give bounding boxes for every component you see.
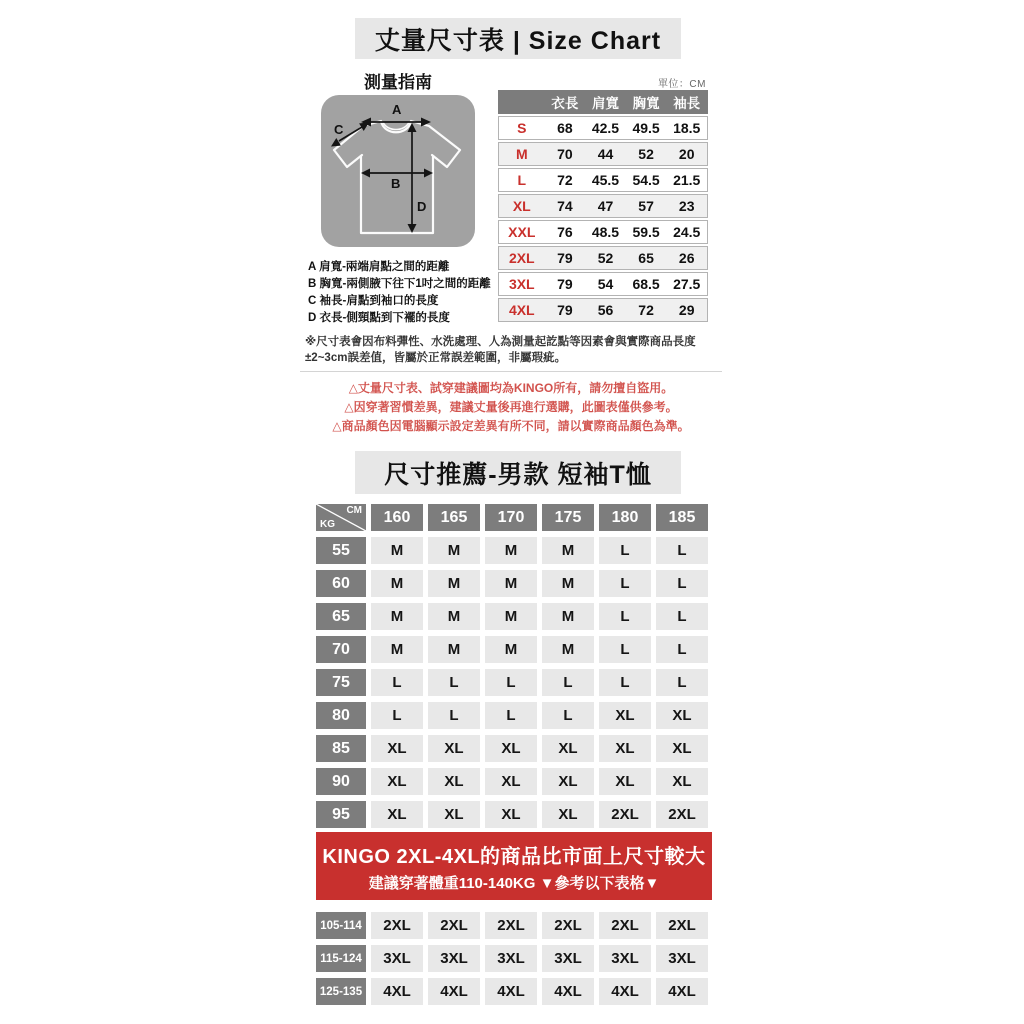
recommended-size-cell: 2XL	[428, 912, 480, 939]
recommended-size-cell: M	[428, 603, 480, 630]
measurement-value: 21.5	[673, 172, 701, 188]
height-header-cell: 180	[599, 504, 651, 531]
tshirt-diagram-svg	[321, 95, 475, 247]
size-table-row	[498, 194, 708, 218]
measurement-value: 18.5	[673, 120, 701, 136]
recommended-size-cell: XL	[428, 768, 480, 795]
label-d: D	[417, 199, 427, 214]
recommended-size-cell: L	[428, 669, 480, 696]
weight-range-cell: 105-114	[316, 912, 366, 939]
recommended-size-cell: L	[599, 669, 651, 696]
label-c: C	[334, 122, 344, 137]
size-label: XL	[512, 198, 531, 214]
measurement-value: 68.5	[632, 276, 660, 292]
measurement-note: A 肩寬-兩端肩點之間的距離	[308, 261, 450, 273]
recommended-size-cell: L	[485, 702, 537, 729]
weight-label-cell: 90	[316, 768, 366, 795]
size-label: L	[517, 172, 527, 188]
weight-label-cell: 60	[316, 570, 366, 597]
height-header-cell: 185	[656, 504, 708, 531]
recommended-size-cell: XL	[542, 735, 594, 762]
measurement-note: D 衣長-側頸點到下襬的長度	[308, 312, 450, 324]
warnings	[300, 379, 722, 436]
measurement-value: 48.5	[591, 224, 620, 240]
recommended-size-cell: 4XL	[371, 978, 423, 1005]
recommended-size-cell: L	[599, 570, 651, 597]
weight-label-cell: 85	[316, 735, 366, 762]
measurement-value: 79	[557, 302, 573, 318]
recommended-size-cell: L	[599, 537, 651, 564]
warning-note: △丈量尺寸表、試穿建議圖均為KINGO所有，請勿擅自盜用。	[348, 381, 674, 395]
recommend-table	[316, 504, 708, 828]
recommended-size-cell: 4XL	[656, 978, 708, 1005]
measurement-note: C 袖長-肩點到袖口的長度	[308, 295, 439, 307]
recommended-size-cell: 3XL	[599, 945, 651, 972]
recommended-size-cell: XL	[656, 702, 708, 729]
measurement-value: 72	[557, 172, 573, 188]
recommended-size-cell: M	[542, 603, 594, 630]
corner-cm-label: CM	[346, 505, 362, 516]
measurement-value: 47	[597, 198, 614, 214]
measurement-value: 68	[557, 120, 573, 136]
size-column-header: 袖長	[673, 96, 701, 111]
size-label: 3XL	[508, 276, 535, 292]
recommended-size-cell: L	[656, 603, 708, 630]
measurement-value: 52	[638, 146, 654, 162]
label-a: A	[392, 102, 402, 117]
recommended-size-cell: M	[371, 537, 423, 564]
recommended-size-cell: L	[542, 702, 594, 729]
recommended-size-cell: L	[599, 636, 651, 663]
weight-label-cell: 75	[316, 669, 366, 696]
recommended-size-cell: 2XL	[485, 912, 537, 939]
page-title: 丈量尺寸表 | Size Chart	[355, 18, 681, 59]
size-column-header: 衣長	[551, 96, 579, 111]
warning-note: △商品顏色因電腦顯示設定差異有所不同，請以實際商品顏色為準。	[332, 419, 690, 433]
recommended-size-cell: M	[428, 570, 480, 597]
measurement-value: 57	[638, 198, 654, 214]
recommended-size-cell: L	[656, 669, 708, 696]
recommended-size-cell: XL	[485, 801, 537, 828]
recommended-size-cell: M	[371, 603, 423, 630]
recommended-size-cell: 4XL	[485, 978, 537, 1005]
measurement-value: 26	[678, 250, 695, 266]
recommended-size-cell: XL	[428, 801, 480, 828]
recommended-size-cell: 2XL	[371, 912, 423, 939]
notes	[308, 259, 608, 327]
recommended-size-cell: L	[542, 669, 594, 696]
recommended-size-cell: 2XL	[599, 801, 651, 828]
recommended-size-cell: M	[485, 636, 537, 663]
label-b: B	[391, 176, 401, 191]
recommended-size-cell: XL	[599, 735, 651, 762]
recommended-size-cell: XL	[428, 735, 480, 762]
weight-label-cell: 65	[316, 603, 366, 630]
size-label: 4XL	[508, 302, 535, 318]
recommended-size-cell: XL	[371, 801, 423, 828]
recommended-size-cell: L	[656, 570, 708, 597]
recommended-size-cell: XL	[656, 735, 708, 762]
measurement-value: 44	[597, 146, 614, 162]
oversize-banner	[316, 832, 712, 900]
size-table-row	[498, 168, 708, 192]
size-label: S	[517, 120, 527, 136]
recommended-size-cell: XL	[656, 768, 708, 795]
recommended-size-cell: M	[542, 636, 594, 663]
measurement-value: 56	[597, 302, 614, 318]
recommended-size-cell: 3XL	[371, 945, 423, 972]
measurement-value: 29	[678, 302, 695, 318]
measurement-value: 27.5	[673, 276, 701, 292]
banner-subline: 建議穿著體重110-140KG ▼參考以下表格▼	[368, 874, 660, 892]
recommended-size-cell: M	[485, 603, 537, 630]
recommended-size-cell: L	[656, 636, 708, 663]
measurement-value: 45.5	[591, 172, 620, 188]
recommended-size-cell: L	[371, 669, 423, 696]
weight-range-cell: 115-124	[316, 945, 366, 972]
warning-note: △因穿著習慣差異，建議丈量後再進行選購，此圖表僅供參考。	[344, 400, 678, 414]
arrow-b-head-left	[361, 169, 370, 178]
divider-line	[300, 371, 722, 372]
weight-label-cell: 70	[316, 636, 366, 663]
size-column-header: 肩寬	[591, 96, 619, 111]
disclaimer: ※尺寸表會因布料彈性、水洗處理、人為測量起訖點等因素會與實際商品長度±2~3cm誤差值，皆屬於正常誤差範圍，非屬瑕疵。	[305, 336, 696, 364]
weight-label-cell: 95	[316, 801, 366, 828]
measurement-value: 76	[557, 224, 573, 240]
recommended-size-cell: 2XL	[599, 912, 651, 939]
arrow-b-head-right	[424, 169, 433, 178]
recommended-size-cell: 3XL	[542, 945, 594, 972]
corner-kg-label: KG	[320, 519, 335, 530]
recommended-size-cell: XL	[542, 801, 594, 828]
recommended-size-cell: M	[542, 537, 594, 564]
measurement-value: 54.5	[632, 172, 660, 188]
recommended-size-cell: 3XL	[656, 945, 708, 972]
measurement-value: 49.5	[632, 120, 660, 136]
measurement-value: 65	[638, 250, 654, 266]
recommended-size-cell: 2XL	[656, 912, 708, 939]
weight-label-cell: 55	[316, 537, 366, 564]
guide-heading: 測量指南	[364, 73, 432, 92]
corner-cell	[316, 504, 366, 531]
size-table-row	[498, 220, 708, 244]
recommended-size-cell: M	[485, 537, 537, 564]
height-header-cell: 160	[371, 504, 423, 531]
height-header-cell: 175	[542, 504, 594, 531]
recommended-size-cell: 4XL	[599, 978, 651, 1005]
recommended-size-cell: M	[542, 570, 594, 597]
size-table-row	[498, 142, 708, 166]
height-header-cell: 170	[485, 504, 537, 531]
recommended-size-cell: XL	[542, 768, 594, 795]
recommended-size-cell: 4XL	[542, 978, 594, 1005]
recommended-size-cell: L	[599, 603, 651, 630]
size-table-row	[498, 116, 708, 140]
recommended-size-cell: L	[428, 702, 480, 729]
size-label: 2XL	[508, 250, 535, 266]
arrow-c-head-left	[331, 138, 341, 147]
measurement-value: 54	[597, 276, 614, 292]
recommendation-title: 尺寸推薦-男款 短袖T恤	[355, 451, 681, 494]
recommended-size-cell: 3XL	[428, 945, 480, 972]
measurement-value: 79	[557, 250, 573, 266]
recommended-size-cell: XL	[599, 768, 651, 795]
measurement-value: 24.5	[673, 224, 701, 240]
recommended-size-cell: 2XL	[542, 912, 594, 939]
measurement-value: 42.5	[591, 120, 620, 136]
height-header-cell: 165	[428, 504, 480, 531]
measurement-value: 70	[557, 146, 573, 162]
recommended-size-cell: L	[485, 669, 537, 696]
measurement-value: 23	[678, 198, 695, 214]
recommended-size-cell: M	[428, 636, 480, 663]
measurement-note: B 胸寬-兩側腋下往下1吋之間的距離	[308, 278, 491, 290]
recommended-size-cell: XL	[371, 768, 423, 795]
recommended-size-cell: XL	[599, 702, 651, 729]
measurement-value: 20	[678, 146, 695, 162]
recommended-size-cell: 3XL	[485, 945, 537, 972]
recommended-size-cell: M	[485, 570, 537, 597]
recommended-size-cell: XL	[371, 735, 423, 762]
recommended-size-cell: M	[371, 570, 423, 597]
measurement-value: 59.5	[632, 224, 660, 240]
measurement-value: 72	[638, 302, 654, 318]
size-label: XXL	[508, 224, 536, 240]
measurement-value: 52	[597, 250, 614, 266]
recommended-size-cell: L	[656, 537, 708, 564]
size-table-header-row	[498, 90, 708, 114]
recommended-size-cell: M	[428, 537, 480, 564]
recommended-size-cell: L	[371, 702, 423, 729]
tshirt-measurement-diagram	[321, 95, 475, 247]
recommended-size-cell: XL	[485, 735, 537, 762]
recommended-size-cell: 4XL	[428, 978, 480, 1005]
measurement-value: 74	[557, 198, 573, 214]
recommended-size-cell: 2XL	[656, 801, 708, 828]
recommended-size-cell: XL	[485, 768, 537, 795]
measurement-value: 79	[557, 276, 573, 292]
banner-headline: KINGO 2XL-4XL的商品比市面上尺寸較大	[322, 845, 706, 868]
arrow-d-head-bottom	[408, 224, 417, 233]
weight-label-cell: 80	[316, 702, 366, 729]
weight-range-cell: 125-135	[316, 978, 366, 1005]
recommended-size-cell: M	[371, 636, 423, 663]
size-column-header: 胸寬	[632, 96, 660, 111]
size-label: M	[515, 146, 528, 162]
unit-label: 單位：CM	[657, 79, 706, 90]
heavy-table	[316, 912, 708, 1005]
